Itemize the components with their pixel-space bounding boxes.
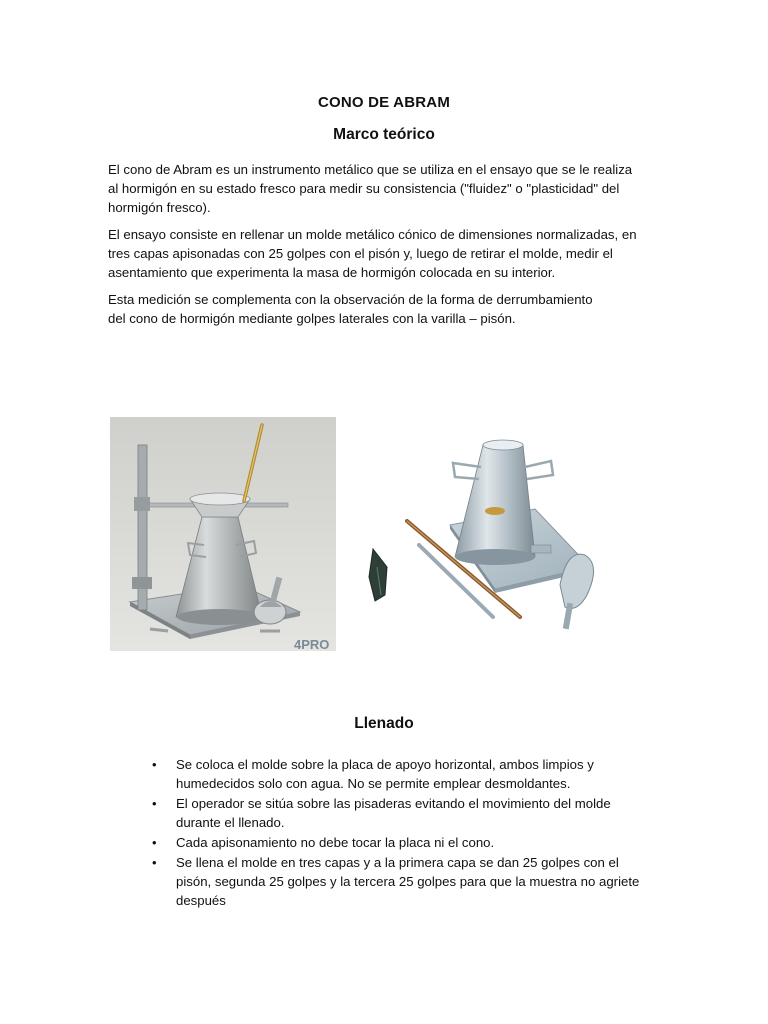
list-item-line: • Cada apisonamiento no debe tocar la placa ni el cono. — [176, 835, 495, 850]
list-item-line: • Se coloca el molde sobre la placa de apoyo horizontal, ambos limpios y — [176, 757, 594, 772]
section-heading-llenado: Llenado — [354, 715, 414, 732]
paragraph-line: El ensayo consiste en rellenar un molde metálico cónico de dimensiones normalizadas, en — [108, 227, 637, 242]
page-title: CONO DE ABRAM — [317, 94, 451, 111]
paragraph-line: El cono de Abram es un instrumento metálico que se utiliza en el ensayo que se le realiza — [108, 162, 633, 177]
paragraph-line: al hormigón en su estado fresco para medir su consistencia ("fluidez" o "plasticidad" del — [108, 181, 620, 196]
list-item — [150, 833, 670, 852]
section-subtitle-marco-teorico: Marco teórico — [333, 126, 435, 143]
paragraph-ensayo — [108, 225, 663, 282]
paragraph-line: Esta medición se complementa con la observación de la forma de derrumbamiento — [108, 292, 593, 307]
paragraph-line: tres capas apisonadas con 25 golpes con el pisón y, luego de retirar el molde, medir el — [108, 246, 613, 261]
list-item-line: • Se llena el molde en tres capas y a la primera capa se dan 25 golpes con el — [176, 855, 619, 870]
abram-cone-stand-photo — [110, 417, 336, 651]
paragraph-line: del cono de hormigón mediante golpes laterales con la varilla – pisón. — [108, 311, 516, 326]
paragraph-medicion — [108, 290, 663, 328]
list-item-line: • El operador se sitúa sobre las pisaderas evitando el movimiento del molde — [176, 796, 611, 811]
list-item — [150, 853, 670, 910]
list-item — [150, 755, 670, 793]
photo-watermark: 4PRO — [294, 637, 330, 651]
abram-cone-kit-photo — [355, 417, 648, 651]
llenado-steps-list — [150, 755, 670, 911]
list-item-line: durante el llenado. — [176, 815, 285, 830]
list-item-line: pisón, segunda 25 golpes y la tercera 25 golpes para que la muestra no agriete — [176, 874, 640, 889]
list-item — [150, 794, 670, 832]
paragraph-intro — [108, 160, 663, 217]
paragraph-line: asentamiento que experimenta la masa de hormigón colocada en su interior. — [108, 265, 556, 280]
list-item-line: después — [176, 893, 226, 908]
list-item-line: humedecidos solo con agua. No se permite emplear desmoldantes. — [176, 776, 571, 791]
paragraph-line: hormigón fresco). — [108, 200, 211, 215]
